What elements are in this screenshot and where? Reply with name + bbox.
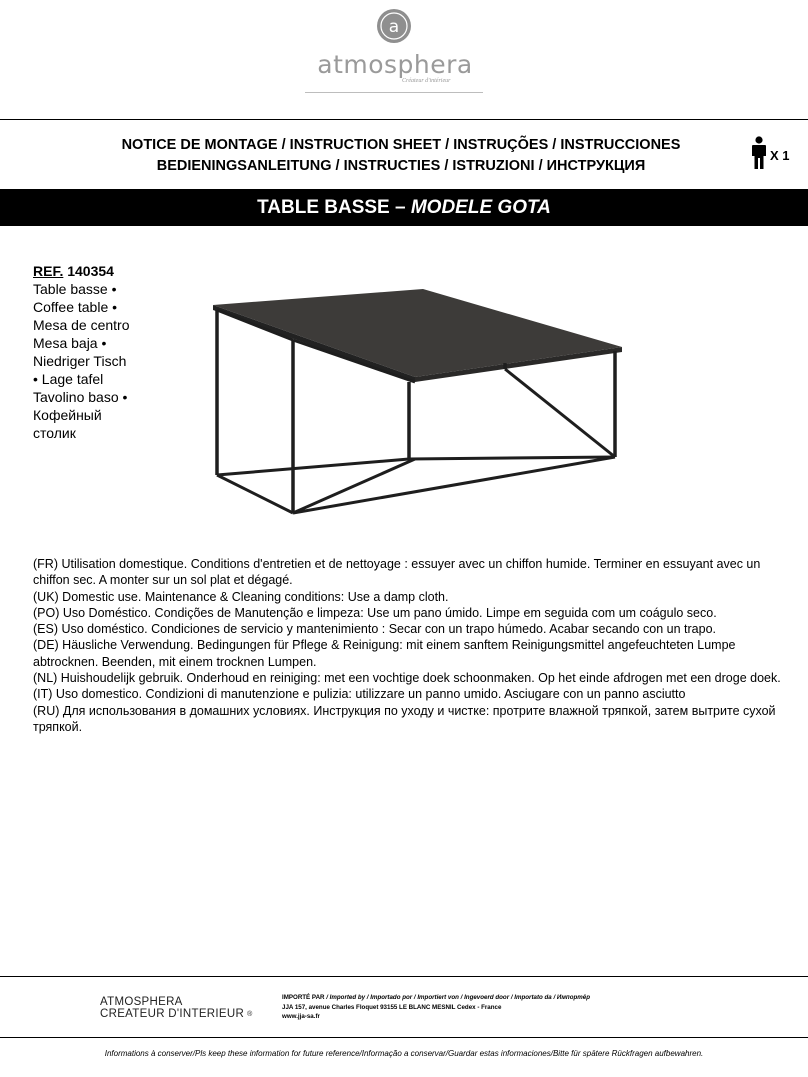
importer-info (282, 993, 782, 1022)
product-title-bar (0, 189, 808, 226)
instruction-it: (IT) Uso domestico. Condizioni di manutenzione e pulizia: utilizzare un panno umido. Asciugare con un panno asciutto (33, 687, 686, 702)
footer-divider-2 (0, 1037, 808, 1038)
person-count: X 1 (770, 148, 790, 163)
instruction-po: (PO) Uso Doméstico. Condições de Manutenção e limpeza: Use um pano úmido. Limpe em seguida com um coágulo seco. (33, 605, 717, 620)
product-model: MODELE GOTA (410, 197, 551, 218)
ref-number: 140354 (67, 263, 114, 279)
instruction-fr: (FR) Utilisation domestique. Conditions d'entretien et de nettoyage : essuyer avec un chiffon humide. Terminer en essuyant avec un chiffon sec. A monter sur un sol plat et dégagé. (33, 557, 761, 588)
import-lead: IMPORTÉ PAR (282, 994, 325, 1001)
importer-website: www.jja-sa.fr (282, 1013, 320, 1020)
document-header (60, 135, 742, 177)
reference-block (33, 262, 133, 442)
instruction-es: (ES) Uso doméstico. Condiciones de servicio y mantenimiento : Secar con un trapo húmedo. Acabar secando con un trapo. (33, 622, 717, 637)
brand-logo (0, 0, 808, 100)
footer-brand-name: ATMOSPHERA (100, 996, 183, 1008)
header-line-2: BEDIENINGSANLEITUNG / INSTRUCTIES / ISTRUZIONI / ИНСТРУКЦИЯ (156, 158, 646, 174)
footer-divider (0, 976, 808, 977)
footer-brand (100, 996, 280, 1021)
registered-mark: ® (247, 1011, 253, 1018)
ref-description: Table basse • Coffee table • Mesa de centro Mesa baja • Niedriger Tisch • Lage tafel Tavolino baso • Кофейный столик (33, 281, 130, 441)
logo-letter: a (388, 17, 400, 37)
keep-information-note: Informations à conserver/Pls keep these information for future reference/Informação a conservar/Guardar estas informaciones/Bitte für spätere Rückfragen aufbewahren. (104, 1049, 704, 1058)
importer-address: JJA 157, avenue Charles Floquet 93155 LE BLANC MESNIL Cedex - France (282, 1003, 502, 1011)
logo-wordmark: atmosphera (317, 50, 473, 79)
care-instructions (33, 556, 783, 735)
ref-label: REF. (33, 263, 64, 279)
instruction-uk: (UK) Domestic use. Maintenance & Cleaning conditions: Use a damp cloth. (33, 589, 449, 604)
import-languages: / Imported by / Importado por / Importiert von / Ingevoerd door / Importato da / Импортёр (324, 994, 590, 1001)
instruction-ru: (RU) Для использования в домашних условиях. Инструкция по уходу и чистке: протрите влажной тряпкой, затем вытрите сухой тряпкой. (33, 703, 776, 734)
header-divider (0, 119, 808, 120)
logo-underline (305, 92, 483, 93)
coffee-table-image (205, 285, 635, 520)
person-icon (750, 136, 768, 170)
instruction-nl: (NL) Huishoudelijk gebruik. Onderhoud en reiniging: met een vochtige doek schoonmaken. Op het einde afdrogen met een droge doek. (33, 671, 781, 686)
product-title-prefix: TABLE BASSE – (257, 197, 411, 218)
footer-brand-tagline: CREATEUR D'INTERIEUR (100, 1008, 245, 1020)
logo-tagline: Créateur d'intérieur (402, 78, 451, 84)
logo-circle-icon (376, 8, 412, 44)
header-line-1: NOTICE DE MONTAGE / INSTRUCTION SHEET / INSTRUÇÕES / INSTRUCCIONES (121, 137, 681, 153)
assembly-persons (750, 136, 800, 172)
instruction-de: (DE) Häusliche Verwendung. Bedingungen für Pflege & Reinigung: mit einem sanftem Reinigungsmittel angefeuchteten Lumpe abtrocknen. Beenden, mit einem trocknen Lumpen. (33, 638, 736, 669)
